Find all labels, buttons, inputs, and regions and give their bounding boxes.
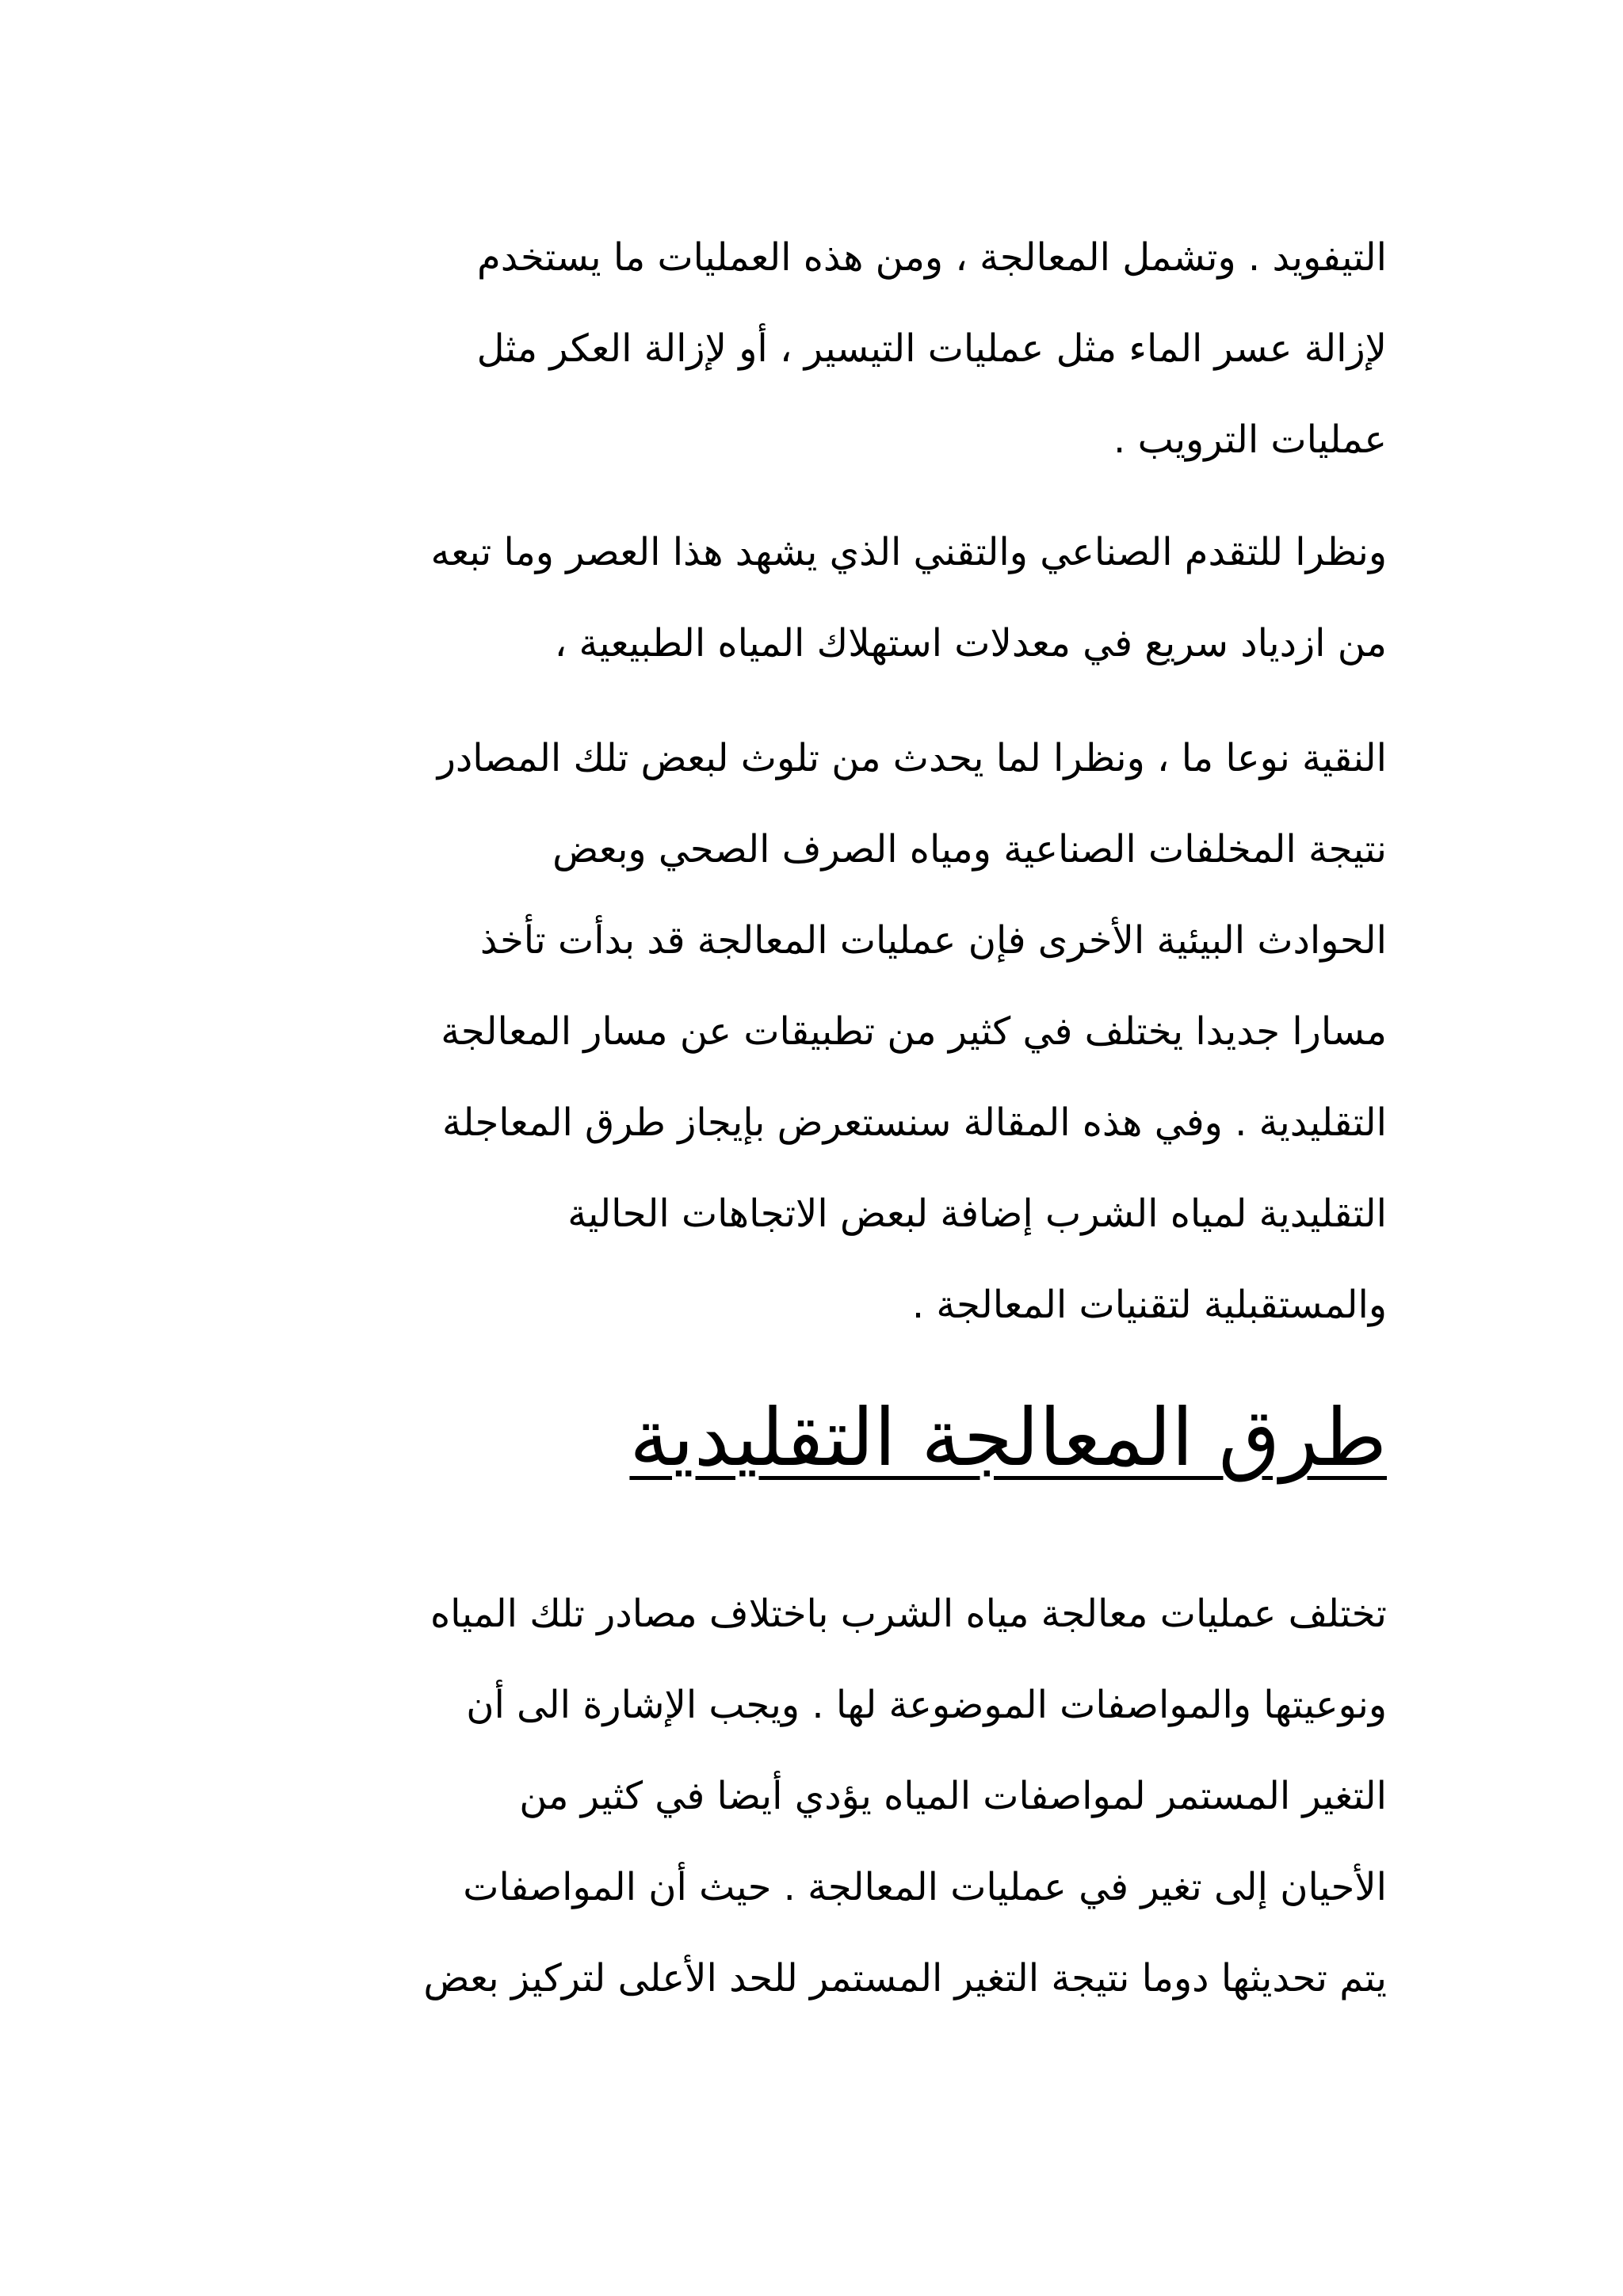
- text-line: من ازدياد سريع في معدلات استهلاك المياه الطبيعية ،: [554, 621, 1387, 666]
- text-line: التيفويد . وتشمل المعالجة ، ومن هذه العمليات ما يستخدم: [477, 235, 1387, 280]
- text-line: والمستقبلية لتقنيات المعالجة .: [911, 1283, 1387, 1327]
- paragraph-treatment-methods: [230, 1569, 1387, 2024]
- text-line: ونوعيتها والمواصفات الموضوعة لها . ويجب الإشارة الى أن: [466, 1683, 1387, 1727]
- text-line: الحوادث البيئية الأخرى فإن عمليات المعالجة قد بدأت تأخذ: [479, 918, 1387, 963]
- section-heading-text: طرق المعالجة التقليدية: [629, 1391, 1387, 1484]
- text-line: النقية نوعا ما ، ونظرا لما يحدث من تلوث لبعض تلك المصادر: [437, 736, 1387, 780]
- text-line: الأحيان إلى تغير في عمليات المعالجة . حيث أن المواصفات: [463, 1865, 1387, 1909]
- paragraph-industrial-progress: [230, 507, 1387, 689]
- paragraph-pollution-sources: [230, 713, 1387, 1351]
- text-line: التقليدية . وفي هذه المقالة سنستعرض بإيجاز طرق المعاجلة: [441, 1100, 1387, 1145]
- text-line: عمليات الترويب .: [1113, 418, 1387, 462]
- text-line: لإزالة عسر الماء مثل عمليات التيسير ، أو لإزالة العكر مثل: [476, 326, 1387, 371]
- text-line: التقليدية لمياه الشرب إضافة لبعض الاتجاهات الحالية: [567, 1192, 1387, 1236]
- paragraph-typhoid-treatment: [230, 212, 1387, 486]
- section-heading: [629, 1383, 1387, 1493]
- text-line: يتم تحديثها دوما نتيجة التغير المستمر للحد الأعلى لتركيز بعض: [423, 1956, 1387, 2000]
- text-line: التغير المستمر لمواصفات المياه يؤدي أيضا في كثير من: [519, 1774, 1387, 1818]
- text-line: نتيجة المخلفات الصناعية ومياه الصرف الصحي وبعض: [552, 827, 1387, 871]
- text-line: تختلف عمليات معالجة مياه الشرب باختلاف مصادر تلك المياه: [430, 1592, 1387, 1636]
- text-line: ونظرا للتقدم الصناعي والتقني الذي يشهد هذا العصر وما تبعه: [430, 530, 1387, 574]
- text-line: مسارا جديدا يختلف في كثير من تطبيقات عن مسار المعالجة: [441, 1009, 1387, 1054]
